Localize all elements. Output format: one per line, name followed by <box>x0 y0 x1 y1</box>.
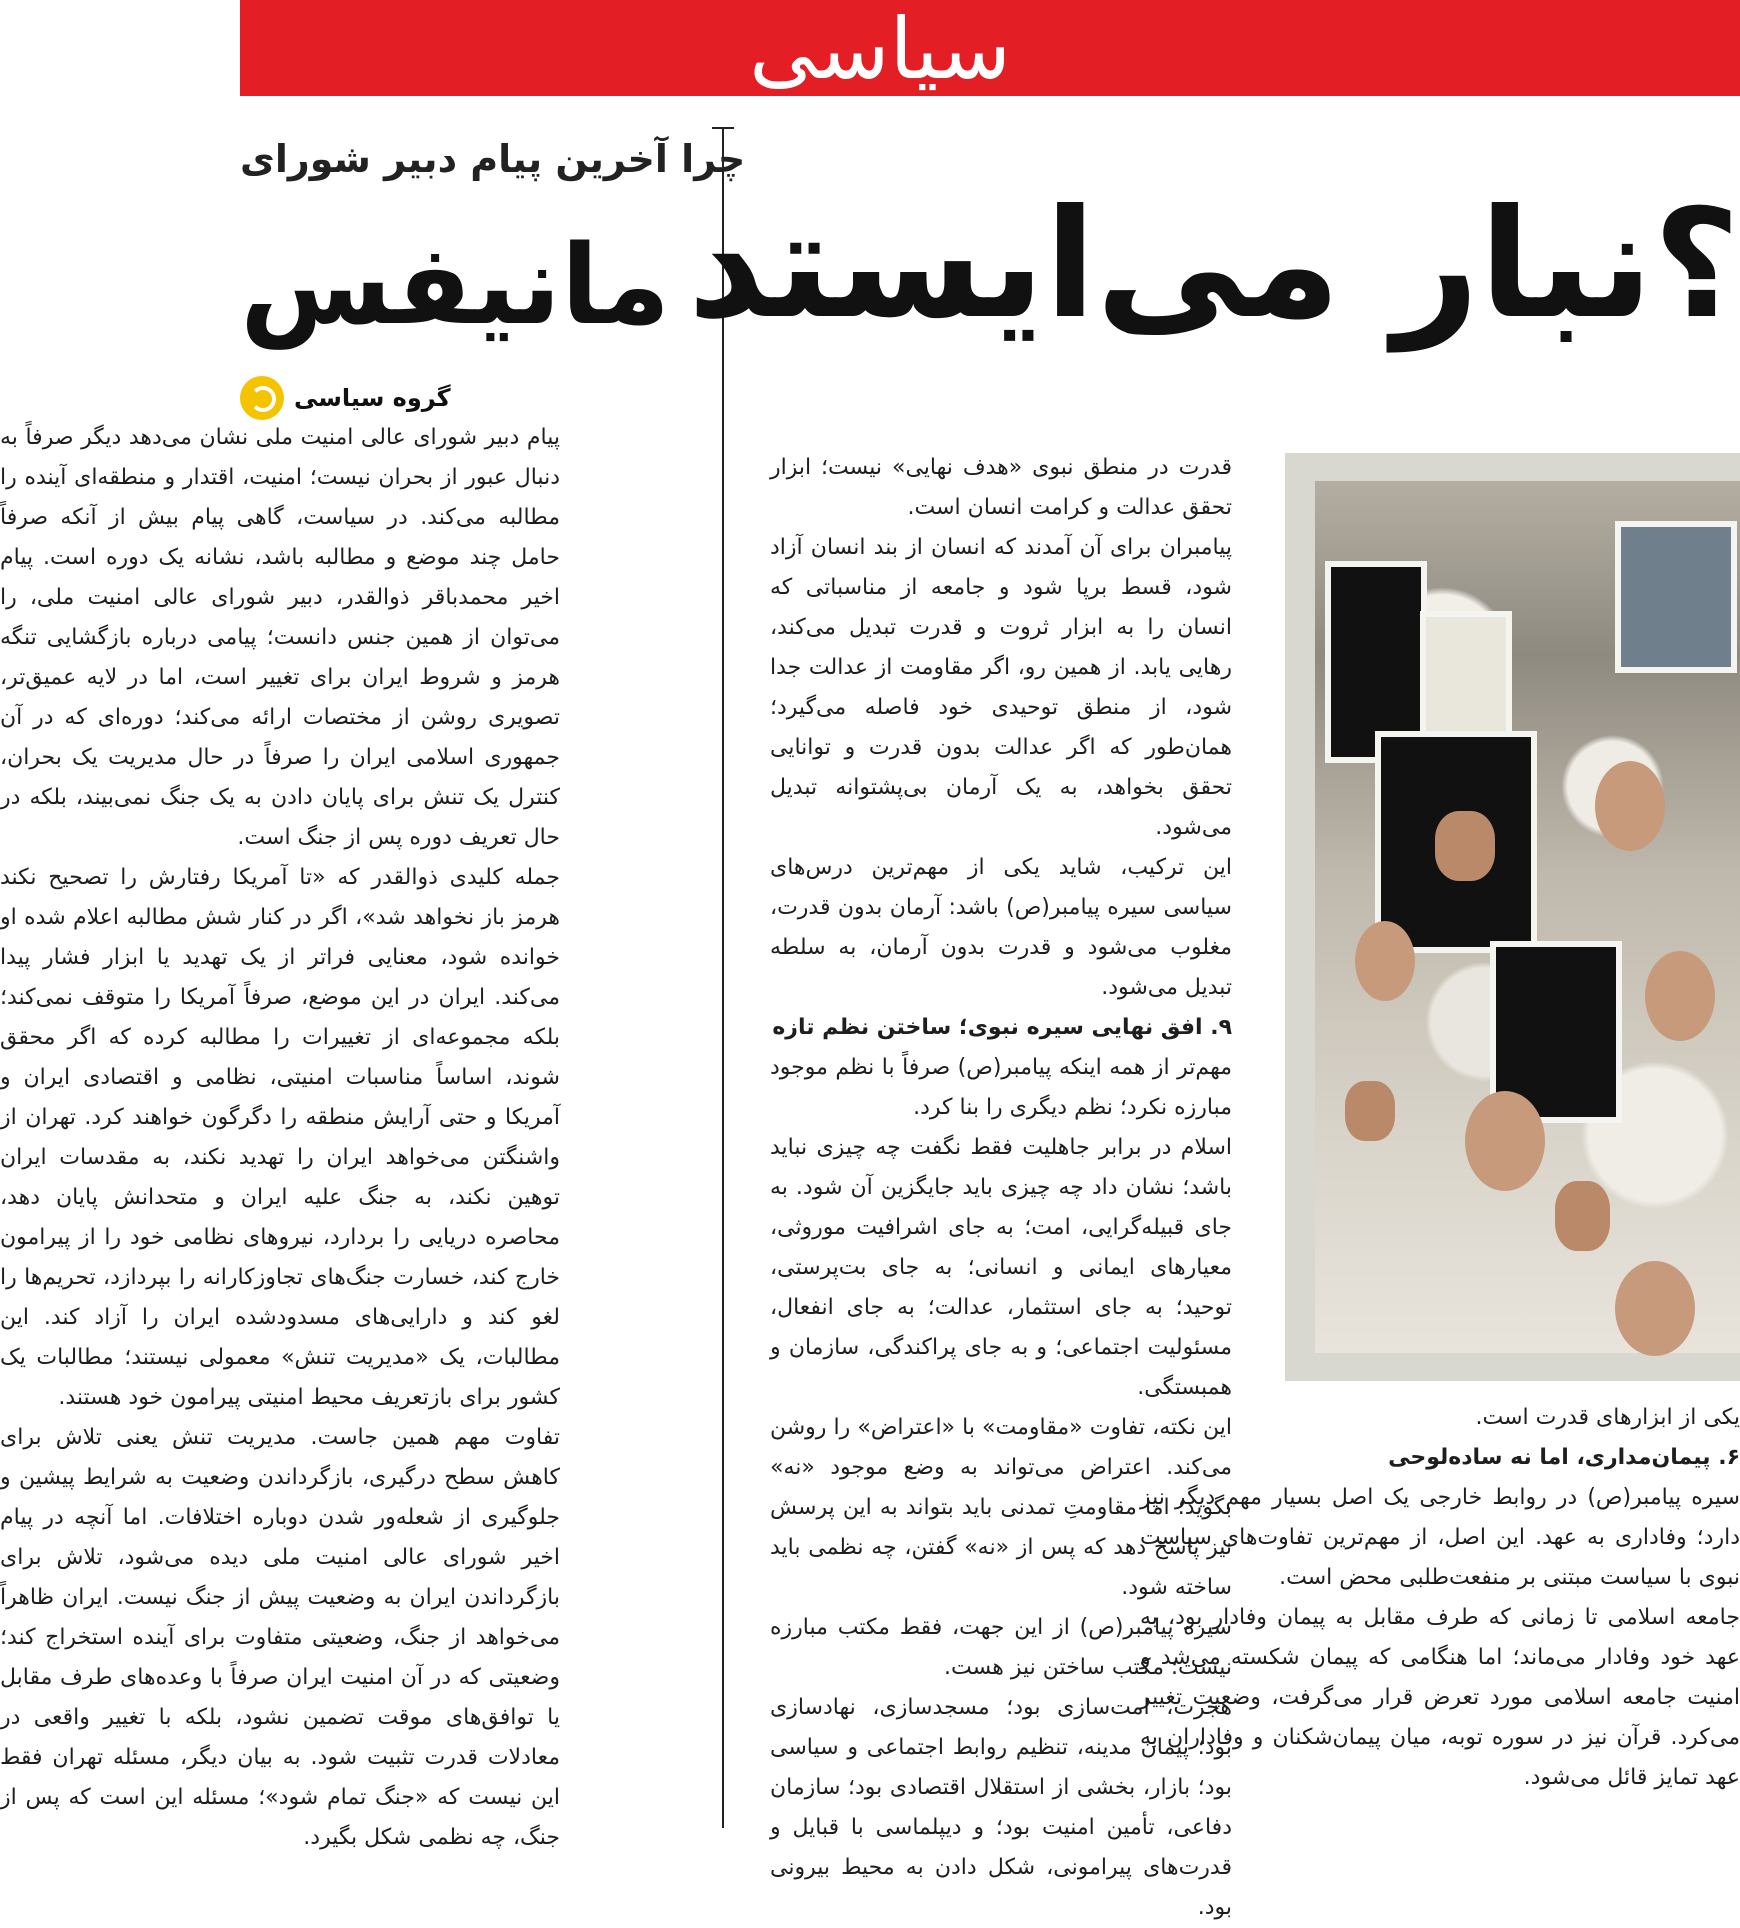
raised-fist <box>1435 811 1495 881</box>
person-face <box>1465 1091 1545 1191</box>
raised-fist <box>1555 1181 1610 1251</box>
left-paragraph: پیام دبیر شورای عالی امنیت ملی نشان می‌دهد دیگر صرفاً به دنبال عبور از بحران نیست؛ امنیت، اقتدار و منطقه‌ای آینده را مطالبه می‌کند. در سیاست، گاهی پیام بیش از آنکه صرفاً حامل چند موضع و مطالبه باشد، نشانه یک دوره است. پیام اخیر محمدباقر ذوالقدر، دبیر شورای عالی امنیت ملی، را می‌توان از همین جنس دانست؛ پیامی درباره بازگشایی تنگه هرمز و شروط ایران برای تغییر است، اما در لایه عمیق‌تر، تصویری روشن از مختصات ارائه می‌کند؛ دوره‌ای که در آن جمهوری اسلامی ایران را صرفاً در حال مدیریت یک بحران، کنترل یک تنش برای پایان دادن به یک جنگ نمی‌بیند، بلکه در حال تعریف دوره پس از جنگ است. <box>0 425 560 850</box>
middle-paragraph: این ترکیب، شاید یکی از مهم‌ترین درس‌های سیاسی سیره پیامبر(ص) باشد: آرمان بدون قدرت، مغلوب می‌شود و قدرت بدون آرمان، به سلطه تبدیل می‌شود. <box>770 855 1232 1000</box>
person-face <box>1645 951 1715 1041</box>
left-paragraph: تفاوت مهم همین جاست. مدیریت تنش یعنی تلاش برای کاهش سطح درگیری، بازگرداندن وضعیت به شرایط پیشین و جلوگیری از شعله‌ور شدن دوباره اختلافات. اما آنچه در پیام اخیر شورای عالی امنیت ملی دیده می‌شود، تلاش برای بازگرداندن ایران به وضعیت پیش از جنگ نیست. ایران ظاهراً می‌خواهد از جنگ، وضعیتی متفاوت برای آینده استخراج کند؛ وضعیتی که در آن امنیت ایران صرفاً با وعده‌های طرف مقابل یا توافق‌های موقت تضمین نشود، بلکه با تغییر واقعی در معادلات قدرت تثبیت شود. به بیان دیگر، مسئله تهران فقط این نیست که «جنگ تمام شود»؛ مسئله این است که پس از جنگ، چه نظمی شکل بگیرد. <box>0 1425 560 1850</box>
raised-fist <box>1345 1081 1395 1141</box>
left-article-kicker: چرا آخرین پیام دبیر شورای <box>240 137 746 181</box>
left-article-body <box>0 418 680 1850</box>
right-paragraph: یکی از ابزارهای قدرت است. <box>1475 1405 1740 1430</box>
column-divider <box>722 128 724 1828</box>
person-face <box>1615 1261 1695 1356</box>
right-column <box>1140 1398 1740 1817</box>
byline-text: گروه سیاسی <box>294 384 451 412</box>
right-paragraph: سیره پیامبر(ص) در روابط خارجی یک اصل بسیار مهم دیگر نیز دارد؛ وفاداری به عهد. این اصل، از مهم‌ترین تفاوت‌های سیاست نبوی با سیاست مبتنی بر منفعت‌طلبی محض است. <box>1140 1485 1740 1590</box>
photo-crowd <box>1315 481 1740 1353</box>
right-subheading: ۶. پیمان‌مداری، اما نه ساده‌لوحی <box>1388 1445 1740 1470</box>
section-banner <box>240 0 1740 96</box>
person-face <box>1355 921 1415 1001</box>
protest-sign <box>1615 521 1737 673</box>
middle-paragraph: قدرت در منطق نبوی «هدف نهایی» نیست؛ ابزار تحقق عدالت و کرامت انسان است. <box>770 455 1232 520</box>
middle-paragraph: اسلام در برابر جاهلیت فقط نگفت چه چیزی نباید باشد؛ نشان داد چه چیزی باید جایگزین آن شود. به جای قبیله‌گرایی، امت؛ به جای اشرافیت موروثی، معیارهای ایمانی و انسانی؛ به جای بت‌پرستی، توحید؛ به جای استثمار، عدالت؛ به جای انفعال، مسئولیت اجتماعی؛ و به جای پراکندگی، سازمان و همبستگی. <box>770 1135 1232 1400</box>
left-paragraph: جمله کلیدی ذوالقدر که «تا آمریکا رفتارش را تصحیح نکند هرمز باز نخواهد شد»، اگر در کنار شش مطالبه اعلام شده او خوانده شود، معنایی فراتر از یک تهدید یا ابزار فشار پیدا می‌کند. ایران در این موضع، صرفاً آمریکا را متوقف نمی‌کند؛ بلکه مجموعه‌ای از تغییرات را مطالبه کرده که اگر محقق شوند، اساساً مناسبات امنیتی، نظامی و اقتصادی ایران و آمریکا و حتی آرایش منطقه را دگرگون خواهند کرد. تهران از واشنگتن می‌خواهد ایران را تهدید نکند، به مقدسات ایران توهین نکند، به جنگ علیه ایران و متحدانش پایان دهد، محاصره دریایی را بردارد، نیروهای نظامی خود را از پیرامون خارج کند، خسارت جنگ‌های تجاوزکارانه را بپردازد، تحریم‌ها را لغو کند و دارایی‌های مسدودشده ایران را آزاد کند. این مطالبات، یک «مدیریت تنش» معمولی نیستند؛ مطالبات یک کشور برای بازتعریف محیط امنیتی پیرامون خود هستند. <box>0 865 560 1410</box>
person-face <box>1595 761 1665 851</box>
middle-paragraph: هجرت، امت‌سازی بود؛ مسجدسازی، نهادسازی بود؛ پیمان مدینه، تنظیم روابط اجتماعی و سیاسی بود؛ بازار، بخشی از استقلال اقتصادی بود؛ سازمان دفاعی، تأمین امنیت بود؛ و دیپلماسی با قبایل و قدرت‌های پیرامونی، شکل دادن به محیط بیرونی بود. <box>770 1695 1232 1920</box>
byline <box>240 374 680 422</box>
section-title: سیاسی <box>749 0 1011 98</box>
middle-paragraph: سیره پیامبر(ص) از این جهت، فقط مکتب مبارزه نیست؛ مکتب ساختن نیز هست. <box>770 1615 1232 1680</box>
middle-paragraph: این نکته، تفاوت «مقاومت» با «اعتراض» را روشن می‌کند. اعتراض می‌تواند به وضع موجود «نه» بگوید؛ اما مقاومتِ تمدنی باید بتواند به این پرسش نیز پاسخ دهد که پس از «نه» گفتن، چه نظمی باید ساخته شود. <box>770 1415 1232 1600</box>
middle-paragraph: پیامبران برای آن آمدند که انسان از بند انسان آزاد شود، قسط برپا شود و جامعه از مناسباتی که انسان را به ابزار ثروت و قدرت تبدیل می‌کند، رهایی یابد. از همین رو، اگر مقاومت از عدالت جدا شود، از منطق توحیدی خود فاصله می‌گیرد؛ همان‌طور که اگر عدالت بدون قدرت و توانایی تحقق بخواهد، به یک آرمان بی‌پشتوانه تبدیل می‌شود. <box>770 535 1232 840</box>
column-divider-cap <box>712 127 734 129</box>
left-article-headline: مانیفس <box>240 221 671 349</box>
middle-paragraph: مهم‌تر از همه اینکه پیامبر(ص) صرفاً با نظم موجود مبارزه نکرد؛ نظم دیگری را بنا کرد. <box>770 1055 1232 1120</box>
middle-subheading: ۹. افق نهایی سیره نبوی؛ ساختن نظم تازه <box>772 1015 1232 1040</box>
right-paragraph: جامعه اسلامی تا زمانی که طرف مقابل به پیمان وفادار بود، به عهد خود وفادار می‌ماند؛ اما هنگامی که پیمان شکسته می‌شد و امنیت جامعه اسلامی مورد تعرض قرار می‌گرفت، وضعیت تغییر می‌کرد. قرآن نیز در سوره توبه، میان پیمان‌شکنان و وفاداران به عهد تمایز قائل می‌شود. <box>1140 1605 1740 1790</box>
main-headline: ؟نبار می‌ایستد <box>687 178 1740 352</box>
rally-photo <box>1285 453 1740 1381</box>
group-logo-icon <box>240 376 284 420</box>
